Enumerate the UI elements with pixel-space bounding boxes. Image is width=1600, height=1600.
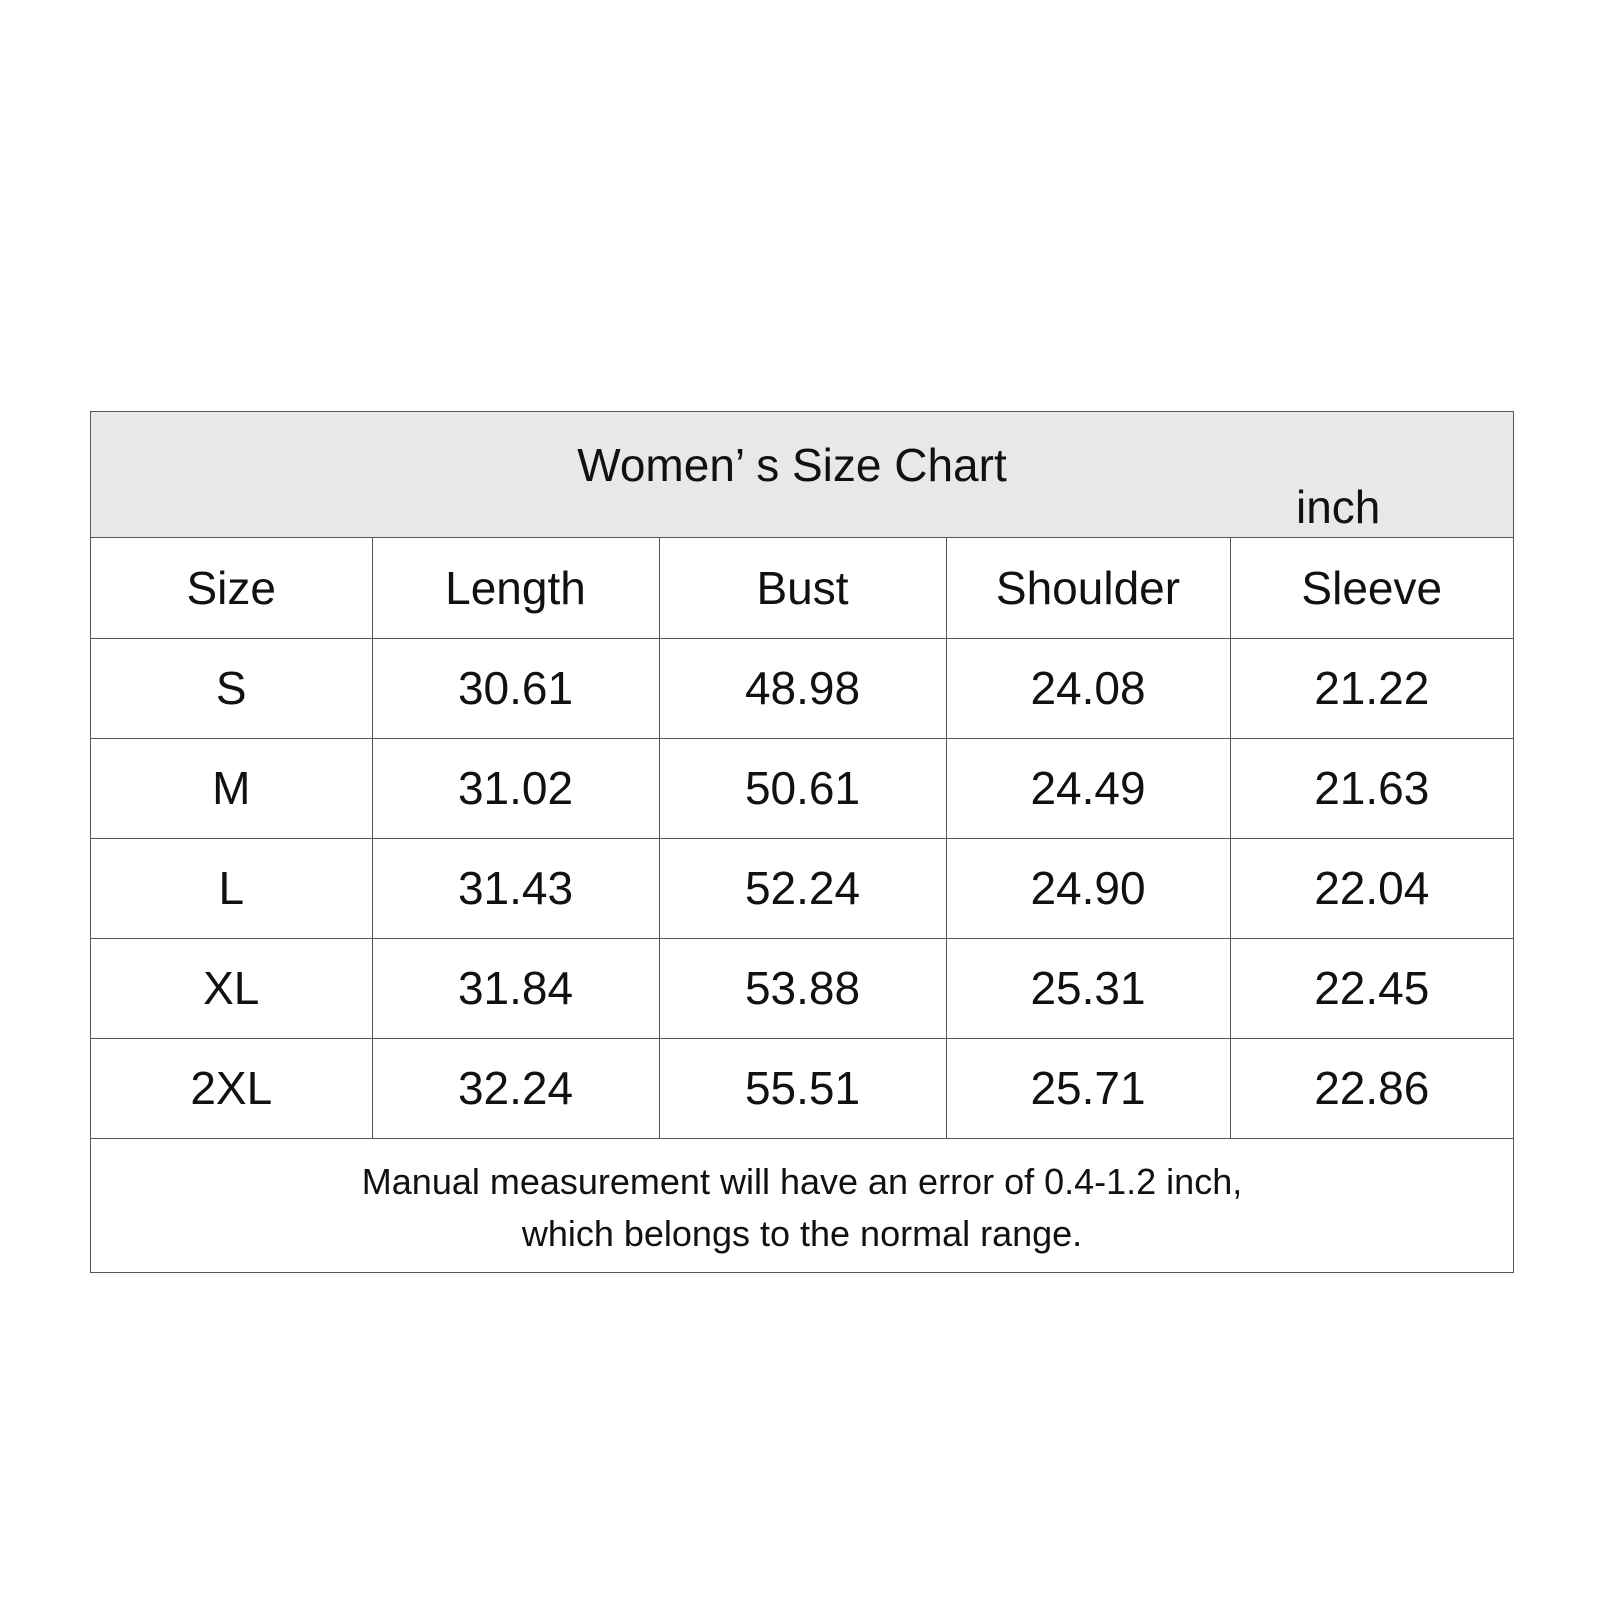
length-cell: 31.43: [372, 838, 659, 938]
shoulder-cell: 24.49: [946, 738, 1230, 838]
size-cell: L: [91, 838, 372, 938]
title-band: [91, 412, 1513, 538]
column-header-length: Length: [372, 538, 659, 638]
length-cell: 31.02: [372, 738, 659, 838]
table-row: [91, 938, 1513, 1038]
shoulder-cell: 25.71: [946, 1038, 1230, 1138]
sleeve-cell: 21.63: [1230, 738, 1513, 838]
length-cell: 31.84: [372, 938, 659, 1038]
sleeve-cell: 22.86: [1230, 1038, 1513, 1138]
measurement-note: [91, 1146, 1513, 1272]
shoulder-cell: 24.08: [946, 638, 1230, 738]
size-cell: XL: [91, 938, 372, 1038]
size-table: [91, 538, 1513, 1139]
size-cell: S: [91, 638, 372, 738]
table-row: [91, 738, 1513, 838]
sleeve-cell: 22.04: [1230, 838, 1513, 938]
unit-label: inch: [1296, 481, 1381, 533]
bust-cell: 53.88: [659, 938, 946, 1038]
table-row: [91, 838, 1513, 938]
note-line-2: which belongs to the normal range.: [521, 1213, 1083, 1254]
column-header-size: Size: [91, 538, 372, 638]
shoulder-cell: 24.90: [946, 838, 1230, 938]
column-header-bust: Bust: [659, 538, 946, 638]
note-line-1: Manual measurement will have an error of 0.4-1.2 inch,: [361, 1161, 1243, 1202]
size-cell: M: [91, 738, 372, 838]
sleeve-cell: 21.22: [1230, 638, 1513, 738]
table-row: [91, 1038, 1513, 1138]
header-row: [91, 538, 1513, 638]
bust-cell: 52.24: [659, 838, 946, 938]
length-cell: 32.24: [372, 1038, 659, 1138]
bust-cell: 48.98: [659, 638, 946, 738]
chart-title: Women’ s Size Chart: [577, 439, 1007, 491]
length-cell: 30.61: [372, 638, 659, 738]
bust-cell: 55.51: [659, 1038, 946, 1138]
sleeve-cell: 22.45: [1230, 938, 1513, 1038]
shoulder-cell: 25.31: [946, 938, 1230, 1038]
column-header-sleeve: Sleeve: [1230, 538, 1513, 638]
column-header-shoulder: Shoulder: [946, 538, 1230, 638]
table-row: [91, 638, 1513, 738]
bust-cell: 50.61: [659, 738, 946, 838]
size-chart: [90, 411, 1514, 1273]
size-cell: 2XL: [91, 1038, 372, 1138]
